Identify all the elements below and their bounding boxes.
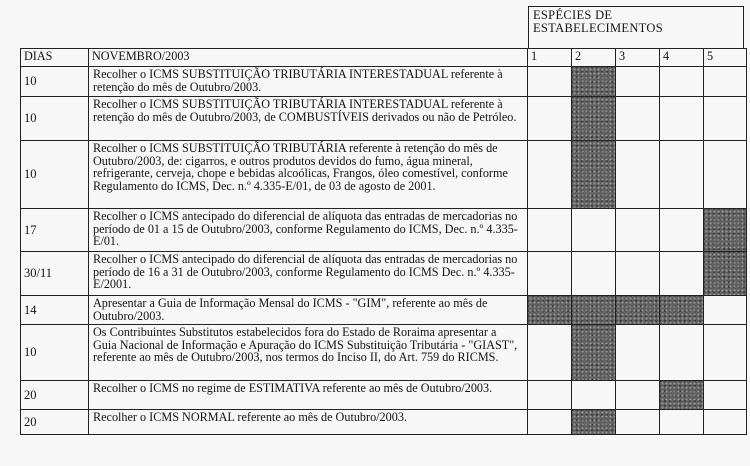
species-cell (572, 209, 616, 252)
species-cell (572, 381, 616, 410)
table-row (21, 296, 747, 325)
obligation-description: Recolher o ICMS SUBSTITUIÇÃO TRIBUTÁRIA referente à retenção do mês de Outubro/2003, de: cigarros, e outros produtos devidos do fumo, água mineral, refrigerante, cerveja, chope e bebidas alcoólicas, Frangos, óleo comestível, conforme Regulamento do ICMS, Dec. n.º 4.335-E/01, de 03 de agosto de 2001. (89, 141, 528, 209)
species-cell (616, 141, 660, 209)
species-cell (704, 141, 747, 209)
species-cell (616, 381, 660, 410)
obligation-description: Recolher o ICMS no regime de ESTIMATIVA referente ao mês de Outubro/2003. (89, 381, 528, 410)
applicable-species-mark (572, 410, 616, 435)
species-column-2-header: 2 (572, 49, 616, 67)
species-cell (704, 410, 747, 435)
species-cell (528, 97, 572, 141)
applicable-species-mark (572, 97, 616, 141)
table-row (21, 252, 747, 296)
applicable-species-mark (572, 325, 616, 381)
species-column-3-header: 3 (616, 49, 660, 67)
applicable-species-mark (616, 296, 660, 325)
header-row (21, 49, 747, 67)
species-column-4-header: 4 (660, 49, 704, 67)
table-row (21, 381, 747, 410)
applicable-species-mark (704, 209, 747, 252)
species-cell (616, 209, 660, 252)
species-cell (660, 410, 704, 435)
species-cell (572, 252, 616, 296)
deadline-day: 17 (21, 209, 89, 252)
species-cell (704, 67, 747, 97)
species-cell (660, 67, 704, 97)
table-row (21, 209, 747, 252)
species-cell (528, 209, 572, 252)
month-column-header: NOVEMBRO/2003 (89, 49, 528, 67)
species-cell (528, 141, 572, 209)
applicable-species-mark (528, 296, 572, 325)
species-cell (616, 325, 660, 381)
applicable-species-mark (572, 296, 616, 325)
species-cell (704, 97, 747, 141)
obligation-description: Os Contribuintes Substitutos estabelecidos fora do Estado de Roraima apresentar a Guia Nacional de Informação e Apuração do ICMS Substituição Tributária - "GIAST", referente ao mês de Outubro/2003, nos termos do Inciso II, do Art. 759 do RICMS. (89, 325, 528, 381)
table-row (21, 410, 747, 435)
deadline-day: 20 (21, 410, 89, 435)
species-cell (660, 252, 704, 296)
species-cell (528, 325, 572, 381)
table-row (21, 67, 747, 97)
species-cell (660, 209, 704, 252)
applicable-species-mark (572, 141, 616, 209)
species-cell (616, 97, 660, 141)
applicable-species-mark (704, 252, 747, 296)
species-cell (528, 67, 572, 97)
species-cell (660, 325, 704, 381)
applicable-species-mark (572, 67, 616, 97)
tax-calendar-table (20, 48, 747, 435)
species-cell (616, 252, 660, 296)
species-cell (528, 381, 572, 410)
species-column-5-header: 5 (704, 49, 747, 67)
applicable-species-mark (660, 381, 704, 410)
table-row (21, 325, 747, 381)
obligation-description: Recolher o ICMS antecipado do diferencial de alíquota das entradas de mercadorias no período de 16 a 31 de Outubro/2003, conforme Regulamento do ICMS Dec. n.º 4.335-E/2001. (89, 252, 528, 296)
table-body (21, 67, 747, 435)
applicable-species-mark (660, 296, 704, 325)
species-cell (704, 296, 747, 325)
deadline-day: 10 (21, 325, 89, 381)
species-cell (660, 141, 704, 209)
table-row (21, 97, 747, 141)
obligation-description: Recolher o ICMS SUBSTITUIÇÃO TRIBUTÁRIA INTERESTADUAL referente à retenção do mês de Outubro/2003. (89, 67, 528, 97)
species-cell (528, 252, 572, 296)
deadline-day: 10 (21, 67, 89, 97)
species-cell (660, 97, 704, 141)
obligation-description: Recolher o ICMS NORMAL referente ao mês de Outubro/2003. (89, 410, 528, 435)
days-column-header: DIAS (21, 49, 89, 67)
table-row (21, 141, 747, 209)
obligation-description: Recolher o ICMS antecipado do diferencial de alíquota das entradas de mercadorias no período de 01 a 15 de Outubro/2003, conforme Regulamento do ICMS, Dec. n.º 4.335-E/01. (89, 209, 528, 252)
species-column-1-header: 1 (528, 49, 572, 67)
species-cell (704, 381, 747, 410)
species-cell (704, 325, 747, 381)
deadline-day: 10 (21, 141, 89, 209)
obligation-description: Apresentar a Guia de Informação Mensal do ICMS - "GIM", referente ao mês de Outubro/2003. (89, 296, 528, 325)
species-cell (616, 67, 660, 97)
species-cell (616, 410, 660, 435)
deadline-day: 30/11 (21, 252, 89, 296)
species-cell (528, 410, 572, 435)
deadline-day: 20 (21, 381, 89, 410)
deadline-day: 14 (21, 296, 89, 325)
obligation-description: Recolher o ICMS SUBSTITUIÇÃO TRIBUTÁRIA INTERESTADUAL referente à retenção do mês de Outubro/2003, de COMBUSTÍVEIS derivados ou não de Petróleo. (89, 97, 528, 141)
species-header: ESPÉCIES DE ESTABELECIMENTOS (528, 6, 744, 48)
deadline-day: 10 (21, 97, 89, 141)
